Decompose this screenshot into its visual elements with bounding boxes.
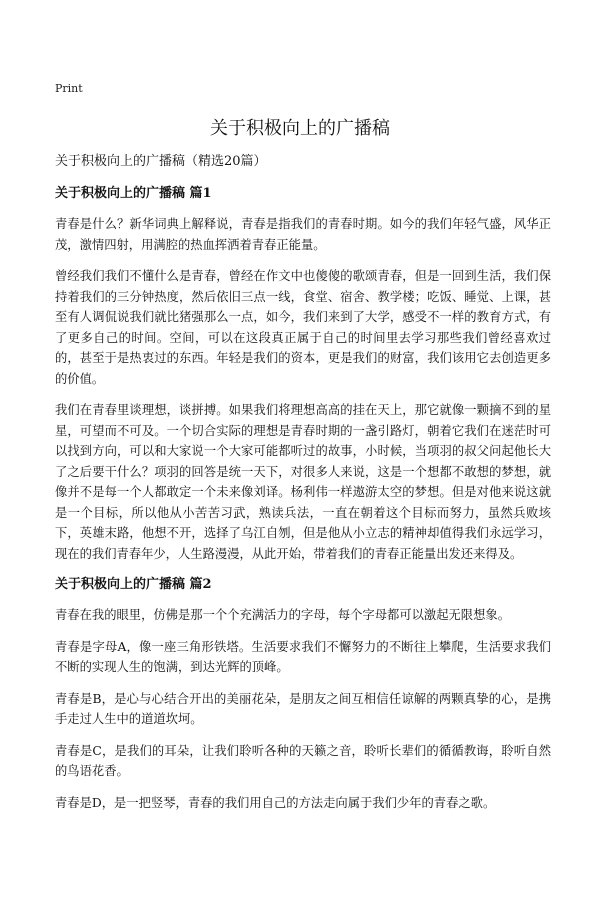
paragraph: 青春是什么？新华词典上解释说，青春是指我们的青春时期。如今的我们年轻气盛，风华正茂，激情四射，用满腔的热血挥洒着青春正能量。	[55, 217, 551, 252]
section-2	[55, 575, 551, 813]
section-1	[55, 184, 551, 564]
section-heading: 关于积极向上的广播稿 篇2	[55, 577, 212, 592]
print-label[interactable]: Print	[55, 82, 83, 95]
section-heading: 关于积极向上的广播稿 篇1	[55, 186, 212, 201]
paragraph: 青春是D，是一把竖琴，青春的我们用自己的方法走向属于我们少年的青春之歌。	[55, 795, 496, 810]
document-body	[55, 152, 551, 824]
paragraph: 青春是字母A，像一座三角形铁塔。生活要求我们不懈努力的不断往上攀爬，生活要求我们不断的实现人生的饱满，到达光辉的顶峰。	[55, 639, 551, 674]
paragraph: 我们在青春里谈理想，谈拼搏。如果我们将理想高高的挂在天上，那它就像一颗摘不到的星星，可望而不可及。一个切合实际的理想是青春时期的一盏引路灯，朝着它我们在迷茫时可以找到方向，可以和大家说一个大家可能都听过的故事，小时候，当项羽的叔父问起他长大了之后要干什么？项羽的回答是统一天下，对很多人来说，这是一个想都不敢想的梦想，就像并不是每一个人都敢定一个未来像刘译。杨利伟一样遨游太空的梦想。但是对他来说这就是一个目标，所以他从小苦苦习武，熟读兵法，一直在朝着这个目标而努力，虽然兵败垓下，英雄末路，他想不开，选择了乌江自刎，但是他从小立志的精神却值得我们永远学习，现在的我们青春年少，人生路漫漫，从此开始，带着我们的青春正能量出发还来得及。	[55, 403, 551, 561]
paragraph: 曾经我们我们不懂什么是青春，曾经在作文中也傻傻的歌颂青春，但是一回到生活，我们保持着我们的三分钟热度，然后依旧三点一线，食堂、宿舍、教学楼；吃饭、睡觉、上课，甚至有人调侃说我们就比猪强那么一点，如今，我们来到了大学，感受不一样的教育方式，有了更多自己的时间。空间，可以在这段真正属于自己的时间里去学习那些我们曾经喜欢过的，甚至于是热衷过的东西。年轻是我们的资本，更是我们的财富，我们该用它去创造更多的价值。	[55, 269, 551, 386]
document-subtitle: 关于积极向上的广播稿（精选20篇）	[55, 154, 267, 169]
paragraph: 青春在我的眼里，仿佛是那一个个充满活力的字母，每个字母都可以激起无限想象。	[55, 608, 510, 622]
paragraph: 青春是B，是心与心结合开出的美丽花朵，是朋友之间互相信任谅解的两颗真挚的心，是携手走过人生中的道道坎坷。	[55, 691, 551, 726]
page-title: 关于积极向上的广播稿	[210, 118, 390, 139]
paragraph: 青春是C，是我们的耳朵，让我们聆听各种的天籁之音，聆听长辈们的循循教诲，聆听自然的鸟语花香。	[55, 743, 551, 778]
